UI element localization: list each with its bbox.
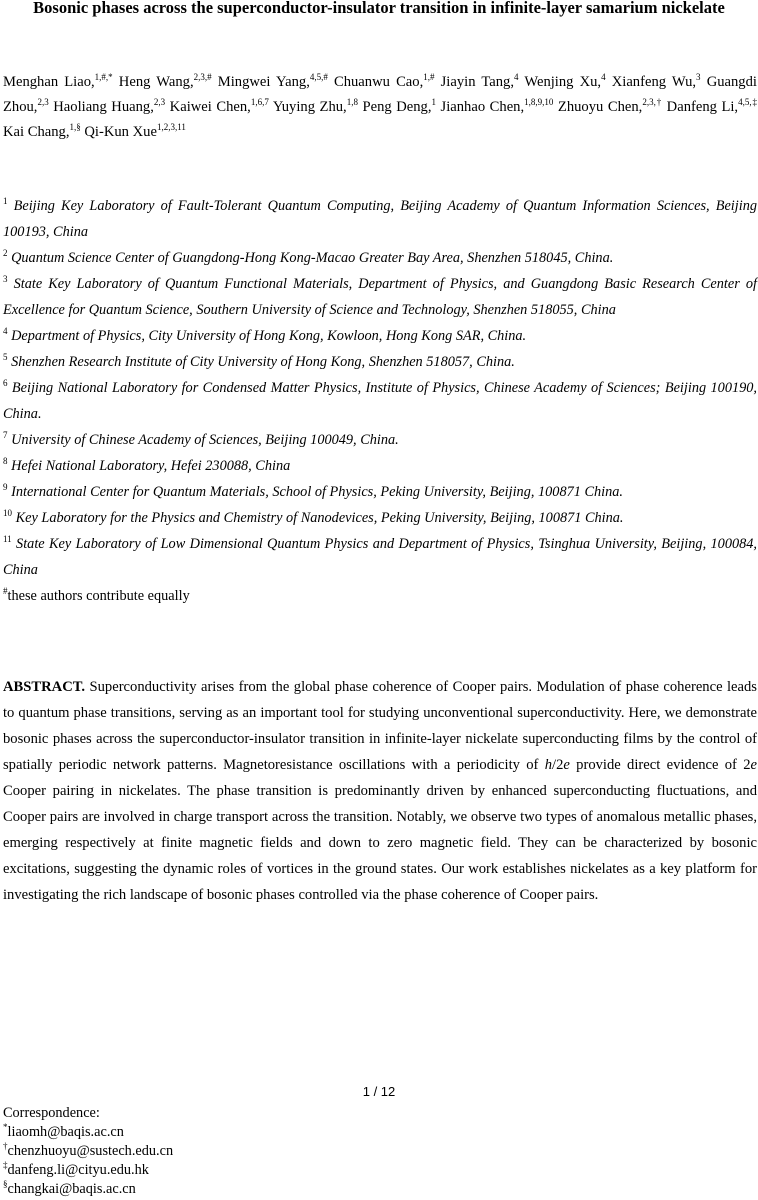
email-link[interactable]: chenzhuoyu@sustech.edu.cn bbox=[7, 1143, 174, 1159]
author: Heng Wang,$^{2,3,\#}$ bbox=[118, 72, 212, 90]
author: Kaiwei Chen,$^{1,6,7}$ bbox=[169, 97, 269, 115]
author: Zhuoyu Chen,$^{2,3,\dagger}$ bbox=[557, 97, 663, 115]
correspondence-entry: *liaomh@baqis.ac.cn bbox=[3, 1122, 124, 1140]
abstract-heading: ABSTRACT. bbox=[3, 679, 86, 695]
affiliation: $^7$ University of Chinese Academy of Sciences, Beijing 100049, China. bbox=[3, 430, 399, 448]
author: Chuanwu Cao,$^{1,\#}$ bbox=[333, 72, 435, 90]
affiliation: $^3$ State Key Laboratory of Quantum Functional Materials, Department of Physics, and Guangdong Basic Research Center of Excellence for Quantum Science, Southern University of Science and Technology, Shenzhen 518055, China bbox=[3, 274, 757, 318]
author: Danfeng Li,$^{4,5,\ddagger}$ bbox=[666, 97, 757, 115]
author: Jianhao Chen,$^{1,8,9,10}$ bbox=[440, 97, 554, 115]
correspondence-entry: †chenzhuoyu@sustech.edu.cn bbox=[3, 1141, 174, 1159]
author: Xianfeng Wu,$^3$ bbox=[611, 72, 701, 90]
correspondence bbox=[3, 1104, 403, 1199]
email-link[interactable]: danfeng.li@cityu.edu.hk bbox=[7, 1162, 149, 1178]
author: Peng Deng,$^1$ bbox=[362, 97, 436, 115]
affiliation-list bbox=[3, 193, 757, 609]
author: Yuying Zhu,$^{1,8}$ bbox=[272, 97, 358, 115]
affiliation: $^1$ Beijing Key Laboratory of Fault-Tolerant Quantum Computing, Beijing Academy of Quantum Information Sciences, Beijing 100193, China bbox=[3, 196, 758, 240]
author: Wenjing Xu,$^4$ bbox=[524, 72, 606, 90]
author: Mingwei Yang,$^{4,5,\#}$ bbox=[217, 72, 328, 90]
author: Haoliang Huang,$^{2,3}$ bbox=[53, 97, 166, 115]
page-number: 1 / 12 bbox=[362, 1084, 396, 1099]
author: Kai Chang,$^{1,\S}$ bbox=[3, 122, 81, 140]
author: Jiayin Tang,$^4$ bbox=[440, 72, 519, 90]
affiliation: $^5$ Shenzhen Research Institute of City University of Hong Kong, Shenzhen 518057, China. bbox=[3, 352, 515, 370]
author: Guangdi Zhou,$^{2,3}$ bbox=[3, 74, 757, 115]
affiliation: $^8$ Hefei National Laboratory, Hefei 230088, China bbox=[3, 456, 291, 474]
correspondence-entry: ‡danfeng.li@cityu.edu.hk bbox=[3, 1160, 149, 1178]
affiliation: $^2$ Quantum Science Center of Guangdong-Hong Kong-Macao Greater Bay Area, Shenzhen 518045, China. bbox=[3, 248, 614, 266]
abstract: ABSTRACT. Superconductivity arises from the global phase coherence of Cooper pairs. Modulation of phase coherence leads to quantum phase transitions, serving as an important tool for studying unconventional superconductivity. Here, we demonstrate bosonic phases across the superconductor-insulator transition in infinite-layer nickelate superconducting films by the control of spatially periodic network patterns. Magnetoresistance oscillations with a periodicity of h/2e provide direct evidence of 2e Cooper pairing in nickelates. The phase transition is predominantly driven by enhanced superconducting fluctuations, and Cooper pairs are involved in charge transport across the transition. Notably, we observe two types of anomalous metallic phases, emerging respectively at finite magnetic fields and down to zero magnetic field. They can be characterized by bosonic excitations, suggesting the dynamic roles of vortices in the ground states. Our work establishes nickelates as a key platform for investigating the rich landscape of bosonic phases controlled via the phase coherence of Cooper pairs. bbox=[3, 679, 757, 903]
affiliation: $^6$ Beijing National Laboratory for Condensed Matter Physics, Institute of Physics, Chinese Academy of Sciences; Beijing 100190, China. bbox=[3, 378, 757, 422]
email-link[interactable]: changkai@baqis.ac.cn bbox=[7, 1181, 136, 1197]
author-list bbox=[3, 70, 757, 145]
affiliation: $^{10}$ Key Laboratory for the Physics and Chemistry of Nanodevices, Peking University, Beijing, 100871 China. bbox=[3, 508, 624, 526]
paper-title: Bosonic phases across the superconductor-insulator transition in infinite-layer samarium nickelate bbox=[33, 0, 725, 17]
equal-contribution-note: #these authors contribute equally bbox=[3, 586, 190, 604]
email-link[interactable]: liaomh@baqis.ac.cn bbox=[7, 1124, 124, 1140]
affiliation: $^{11}$ State Key Laboratory of Low Dimensional Quantum Physics and Department of Physics, Tsinghua University, Beijing, 100084, China bbox=[3, 534, 757, 578]
author: Menghan Liao,$^{1,\#,*}$ bbox=[3, 72, 113, 90]
affiliation: $^4$ Department of Physics, City University of Hong Kong, Kowloon, Hong Kong SAR, China. bbox=[3, 326, 527, 344]
affiliation: $^9$ International Center for Quantum Materials, School of Physics, Peking University, Beijing, 100871 China. bbox=[3, 482, 623, 500]
correspondence-entry: §changkai@baqis.ac.cn bbox=[3, 1179, 136, 1197]
correspondence-label: Correspondence: bbox=[3, 1105, 100, 1121]
author: Qi-Kun Xue$^{1,2,3,11}$ bbox=[84, 122, 186, 140]
